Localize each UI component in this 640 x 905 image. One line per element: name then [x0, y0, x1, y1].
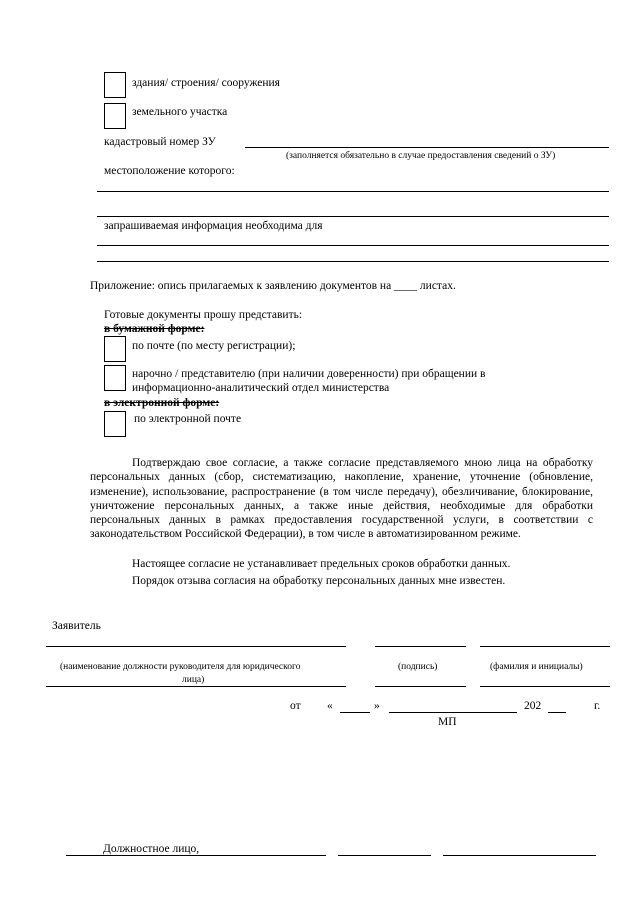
name-caption: (фамилия и инициалы) — [490, 662, 583, 672]
date-year-suffix: г. — [594, 700, 601, 712]
signature-caption: (подпись) — [398, 662, 438, 672]
date-month-field[interactable] — [389, 712, 517, 713]
applicant-name-underline — [480, 686, 610, 687]
in-person-label-line-2: информационно-аналитический отдел министерства — [132, 382, 390, 394]
purpose-field-line-1[interactable] — [97, 245, 609, 246]
cadastral-number-label: кадастровый номер ЗУ — [104, 136, 216, 148]
by-mail-checkbox[interactable] — [104, 336, 126, 362]
land-plot-checkbox[interactable] — [104, 103, 126, 129]
date-year-prefix: 202 — [524, 700, 542, 712]
date-open-quote: « — [327, 700, 333, 712]
consent-paragraph: Подтверждаю свое согласие, а также согласие представляемого мною лица на обработку персональных данных (сбор, систематизацию, накопление, хранение, уточнение (обновление, изменение), использование, распространение (в том числе передачу), обезличивание, блокирование, уничтожение персональных данных, а также иные действия, необходимые для обработки персональных данных в рамках предоставления государственной услуги, в соответствии с законодательством Российской Федерации), в том числе в автоматизированном режиме. — [90, 457, 593, 541]
position-caption-line-1: (наименование должности руководителя для юридического — [60, 662, 301, 672]
applicant-position-field[interactable] — [46, 646, 346, 647]
date-year-field[interactable] — [548, 712, 566, 713]
applicant-position-underline — [46, 686, 346, 687]
purpose-label: запрашиваемая информация необходима для — [104, 220, 323, 232]
location-field-line-1[interactable] — [97, 191, 609, 192]
cadastral-number-field[interactable] — [245, 147, 609, 148]
official-signature-field[interactable] — [338, 855, 431, 856]
location-label: местоположение которого: — [104, 165, 235, 177]
position-caption-line-2: лица) — [182, 675, 205, 685]
attachment-text: Приложение: опись прилагаемых к заявлению документов на ____ листах. — [90, 280, 456, 292]
applicant-label: Заявитель — [52, 620, 101, 632]
by-email-label: по электронной почте — [134, 413, 242, 425]
date-from-label: от — [290, 700, 301, 712]
consent-term-paragraph: Настоящее согласие не устанавливает предельных сроков обработки данных. — [132, 558, 511, 570]
in-person-label-line-1: нарочно / представителю (при наличии доверенности) при обращении в — [132, 368, 486, 380]
building-option-label: здания/ строения/ сооружения — [132, 77, 280, 89]
stamp-placeholder: МП — [438, 716, 457, 728]
delivery-intro: Готовые документы прошу представить: — [104, 309, 303, 321]
building-checkbox[interactable] — [104, 72, 126, 98]
applicant-name-field[interactable] — [480, 646, 610, 647]
date-day-field[interactable] — [340, 712, 370, 713]
by-mail-label: по почте (по месту регистрации); — [132, 340, 296, 352]
date-close-quote: » — [374, 700, 380, 712]
paper-form-heading: в бумажной форме: — [104, 323, 205, 335]
by-email-checkbox[interactable] — [104, 411, 126, 437]
land-plot-option-label: земельного участка — [132, 106, 228, 118]
applicant-signature-field[interactable] — [375, 646, 466, 647]
location-field-line-2[interactable] — [97, 216, 609, 217]
in-person-checkbox[interactable] — [104, 365, 126, 391]
applicant-signature-underline — [375, 686, 466, 687]
electronic-form-heading: в электронной форме: — [104, 397, 220, 409]
cadastral-number-hint: (заполняется обязательно в случае предоставления сведений о ЗУ) — [286, 151, 556, 161]
purpose-field-line-2[interactable] — [97, 261, 609, 262]
official-name-field[interactable] — [443, 855, 596, 856]
consent-withdrawal-paragraph: Порядок отзыва согласия на обработку персональных данных мне известен. — [132, 575, 506, 587]
official-label: Должностное лицо, — [103, 843, 200, 855]
